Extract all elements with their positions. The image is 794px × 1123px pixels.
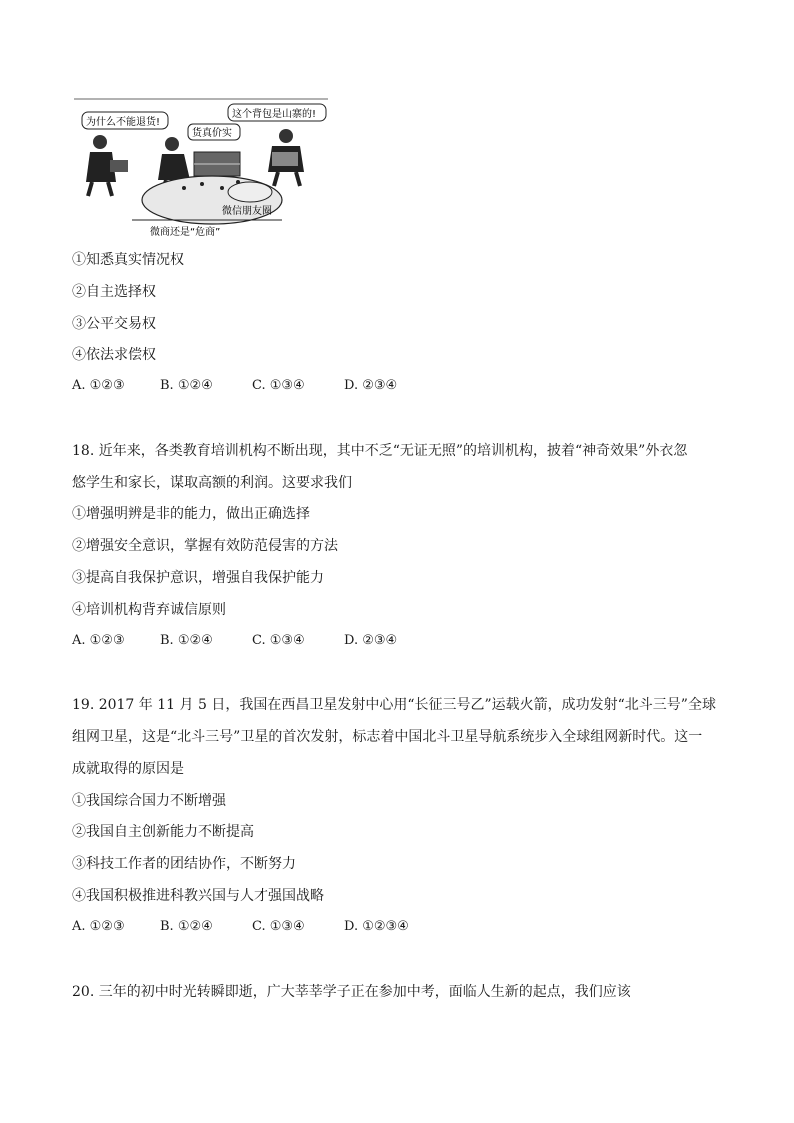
q18-option-2: ②增强安全意识，掌握有效防范侵害的方法 (72, 538, 338, 554)
q19-choice-a[interactable]: A. ①②③ (72, 919, 125, 934)
q19-stem-line-3: 成就取得的原因是 (72, 761, 184, 777)
q19-choice-c[interactable]: C. ①③④ (252, 919, 305, 934)
q17-choice-c[interactable]: C. ①③④ (252, 378, 305, 393)
q19-stem-line-1: 19. 2017 年 11 月 5 日，我国在西昌卫星发射中心用“长征三号乙”运载火箭，成功发射“北斗三号”全球 (72, 697, 716, 713)
q17-choice-a[interactable]: A. ①②③ (72, 378, 125, 393)
cartoon-caption: 微商还是“危商” (150, 227, 221, 238)
cartoon-bubble-right: 这个背包是山寨的! (232, 109, 317, 120)
cartoon-sack-label: 微信朋友圈 (222, 206, 272, 217)
q18-choices (72, 631, 397, 651)
q19-choices (72, 917, 409, 937)
q18-option-4: ④培训机构背弃诚信原则 (72, 602, 226, 618)
q17-choice-b[interactable]: B. ①②④ (160, 378, 213, 393)
q17-choice-d[interactable]: D. ②③④ (344, 378, 398, 393)
q18-choice-a[interactable]: A. ①②③ (72, 633, 125, 648)
q17-choices (72, 376, 397, 396)
q19-option-3: ③科技工作者的团结协作，不断努力 (72, 856, 296, 872)
q19-stem-line-2: 组网卫星，这是“北斗三号”卫星的首次发射，标志着中国北斗卫星导航系统步入全球组网新时代。这一 (72, 729, 703, 745)
cartoon-image (72, 96, 330, 242)
q18-choice-b[interactable]: B. ①②④ (160, 633, 213, 648)
cartoon-bubble-left: 为什么不能退货! (86, 117, 161, 128)
q17-option-3: ③公平交易权 (72, 316, 156, 332)
q17-option-4: ④依法求偿权 (72, 347, 156, 363)
q20-stem-line-1: 20. 三年的初中时光转瞬即逝，广大莘莘学子正在参加中考，面临人生新的起点，我们应该 (72, 984, 631, 1000)
q18-choice-d[interactable]: D. ②③④ (344, 633, 398, 648)
q19-option-1: ①我国综合国力不断增强 (72, 793, 226, 809)
q18-option-1: ①增强明辨是非的能力，做出正确选择 (72, 506, 310, 522)
q18-choice-c[interactable]: C. ①③④ (252, 633, 305, 648)
q19-option-2: ②我国自主创新能力不断提高 (72, 824, 254, 840)
q19-choice-d[interactable]: D. ①②③④ (344, 919, 409, 934)
q18-stem-line-2: 悠学生和家长，谋取高额的利润。这要求我们 (72, 475, 352, 491)
q19-option-4: ④我国积极推进科教兴国与人才强国战略 (72, 888, 324, 904)
q17-option-1: ①知悉真实情况权 (72, 252, 184, 268)
q17-option-2: ②自主选择权 (72, 284, 156, 300)
q18-stem-line-1: 18. 近年来，各类教育培训机构不断出现，其中不乏“无证无照”的培训机构，披着“神奇效果”外衣忽 (72, 443, 688, 459)
q19-choice-b[interactable]: B. ①②④ (160, 919, 213, 934)
q18-option-3: ③提高自我保护意识，增强自我保护能力 (72, 570, 324, 586)
cartoon-bubble-mid: 货真价实 (192, 128, 232, 139)
